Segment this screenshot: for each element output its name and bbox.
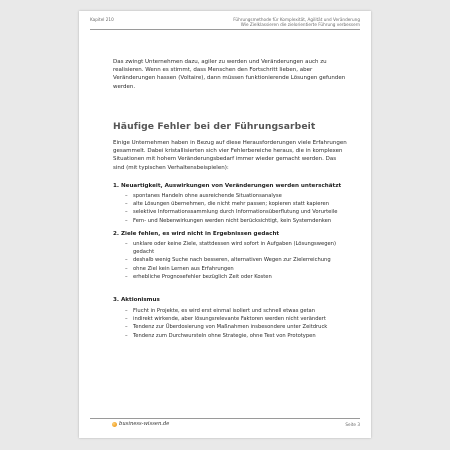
section-heading: Häufige Fehler bei der Führungsarbeit (113, 121, 316, 132)
logo-icon (112, 422, 117, 427)
section-title-1: 1. Neuartigkeit, Auswirkungen von Veränderungen werden unterschätzt (113, 183, 342, 189)
list-item: – deshalb wenig Suche nach besseren, alternativen Wegen zur Zielerreichung (125, 257, 331, 264)
section-title-3: 3. Aktionismus (113, 297, 160, 303)
section-list-2 (125, 240, 347, 281)
list-item: – erhebliche Prognosefehler bezüglich Zeit oder Kosten (125, 273, 272, 280)
list-item: – Tendenz zum Durchwursteln ohne Strategie, ohne Test von Prototypen (125, 332, 316, 339)
footer-divider (90, 418, 360, 419)
page-number: Seite 3 (345, 422, 360, 427)
list-item: – alte Lösungen übernehmen, die nicht mehr passen; kopieren statt kapieren (125, 201, 329, 208)
header-title: Führungsmethode für Komplexität, Agilität und Veränderung (233, 17, 360, 22)
list-item: – spontanes Handeln ohne ausreichende Situationsanalyse (125, 193, 282, 199)
intro-paragraph (113, 58, 349, 91)
logo-text: business-wissen.de (119, 421, 170, 427)
intro-text: Das zwingt Unternehmen dazu, agiler zu werden und Veränderungen auch zu realisieren. Wenn es stimmt, dass Menschen den Fortschritt lieben, aber Veränderungen hassen (Voltaire), dann müssen funktionierende Lösungen gefunden werden. (113, 59, 346, 90)
document-page (79, 11, 371, 438)
list-item: – ohne Ziel kein Lernen aus Erfahrungen (125, 265, 234, 272)
list-item: – Tendenz zur Überdosierung von Maßnahmen insbesondere unter Zeitdruck (125, 324, 328, 331)
header-chapter: Kapitel 210 (90, 17, 114, 22)
section-list-1 (125, 192, 347, 225)
header-divider (90, 29, 360, 30)
header-subtitle: Wie Zielklassieren die zielorientierte Führung verbessern (240, 22, 360, 28)
header-title-block (233, 17, 360, 27)
section-list-3 (125, 307, 347, 340)
list-item: – Flucht in Projekte, es wird erst einmal isoliert und schnell etwas getan (125, 308, 316, 314)
list-item: – indirekt wirkende, aber lösungsrelevante Faktoren werden nicht verändert (125, 316, 326, 323)
list-item: – unklare oder keine Ziele, stattdessen wird sofort in Aufgaben (Lösungswegen) gedacht (125, 241, 336, 256)
footer-logo[interactable] (112, 421, 169, 427)
section-title-2: 2. Ziele fehlen, es wird nicht in Ergebnissen gedacht (113, 231, 280, 237)
list-item: – Fern- und Nebenwirkungen werden nicht berücksichtigt, kein Systemdenken (125, 217, 332, 224)
list-item: – selektive Informationssammlung durch Informationsüberflutung und Vorurteile (125, 209, 338, 216)
lead-paragraph: Einige Unternehmen haben in Bezug auf diese Herausforderungen viele Erfahrungen gesammelt. Dabei kristallisierten sich vier Fehlerbereiche heraus, die in komplexen Situationen mit hohem Veränderungsbedarf immer wieder gemacht werden. Das sind (mit typischen Verhaltensbeispielen): (113, 140, 347, 171)
